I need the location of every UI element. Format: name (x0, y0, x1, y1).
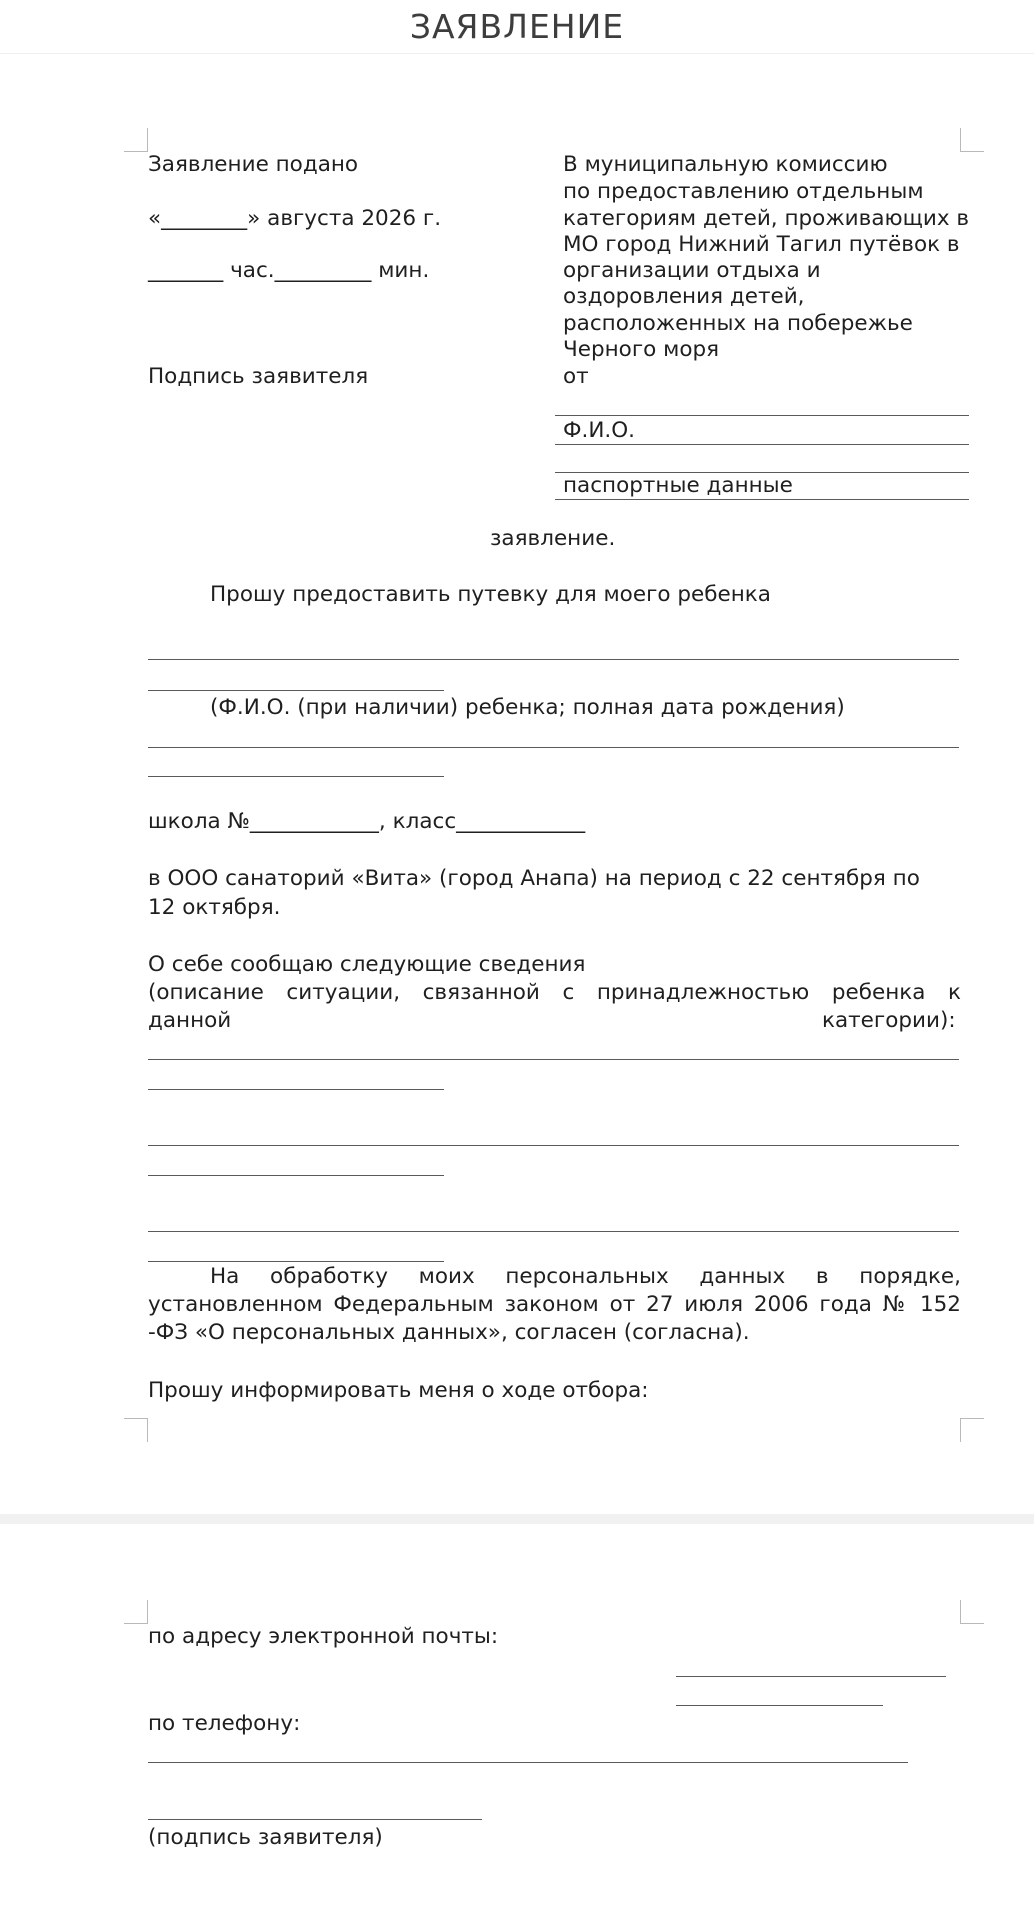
about-blank-line (148, 1089, 444, 1090)
email-blank-line (676, 1705, 883, 1706)
about-blank-line (148, 1231, 959, 1232)
about-blank-line (148, 1261, 444, 1262)
phone-label: по телефону: (148, 1711, 301, 1736)
email-label: по адресу электронной почты: (148, 1624, 499, 1649)
from-blank-line (555, 415, 969, 416)
page-corner-mark (124, 128, 148, 152)
addressee-line: по предоставлению отдельным (563, 179, 924, 204)
inform-request: Прошу информировать меня о ходе отбора: (148, 1378, 649, 1403)
about-blank-line (148, 1175, 444, 1176)
about-blank-line (148, 1145, 959, 1146)
page-corner-mark (960, 128, 984, 152)
consent-text: На обработку моих персональных данных в порядке, (210, 1264, 961, 1289)
submission-time-line: _______ час._________ мин. (148, 258, 430, 283)
consent-text: установленном Федеральным законом от 27 июля 2006 года № 152 (148, 1292, 961, 1317)
about-description-left: данной (148, 1008, 232, 1033)
email-blank-line (676, 1676, 946, 1677)
document-title: ЗАЯВЛЕНИЕ (0, 0, 1034, 54)
submitted-label: Заявление подано (148, 152, 359, 177)
addressee-line: оздоровления детей, (563, 284, 805, 309)
sanatorium-line: в ООО санаторий «Вита» (город Анапа) на период с 22 сентября по (148, 866, 920, 891)
signature-caption: (подпись заявителя) (148, 1825, 383, 1850)
passport-label: паспортные данные (563, 473, 793, 498)
addressee-line: В муниципальную комиссию (563, 152, 888, 177)
request-text: Прошу предоставить путевку для моего ребенка (210, 582, 771, 607)
page-corner-mark (124, 1418, 148, 1442)
child-name-line (148, 690, 444, 691)
addressee-line: организации отдыха и (563, 258, 821, 283)
page-corner-mark (960, 1600, 984, 1624)
addressee-line: категориям детей, проживающих в (563, 206, 970, 231)
consent-text: -ФЗ «О персональных данных», согласен (согласна). (148, 1320, 750, 1345)
addressee-line: Черного моря (563, 337, 720, 362)
addressee-line: от (563, 364, 589, 389)
addressee-line: МО город Нижний Тагил путёвок в (563, 232, 960, 257)
addressee-line: расположенных на побережье (563, 311, 913, 336)
sanatorium-line: 12 октября. (148, 895, 281, 920)
page-separator (0, 1514, 1034, 1524)
fio-underline (555, 444, 969, 445)
statement-heading: заявление. (490, 526, 616, 551)
child-name-line (148, 659, 959, 660)
school-class-line: школа №____________, класс____________ (148, 809, 586, 834)
submission-date-line: «________» августа 2026 г. (148, 206, 442, 231)
child-birth-line (148, 776, 444, 777)
about-heading: О себе сообщаю следующие сведения (148, 952, 586, 977)
page-corner-mark (960, 1418, 984, 1442)
child-birth-line (148, 747, 959, 748)
phone-blank-line (148, 1762, 908, 1763)
about-description-right: категории): (822, 1008, 956, 1033)
about-blank-line (148, 1059, 959, 1060)
about-description: (описание ситуации, связанной с принадлежностью ребенка к (148, 980, 961, 1005)
signature-blank-line (148, 1819, 482, 1820)
passport-underline (555, 499, 969, 500)
fio-label: Ф.И.О. (563, 418, 636, 443)
applicant-signature-label: Подпись заявителя (148, 364, 369, 389)
child-caption: (Ф.И.О. (при наличии) ребенка; полная дата рождения) (210, 695, 845, 720)
page-corner-mark (124, 1600, 148, 1624)
